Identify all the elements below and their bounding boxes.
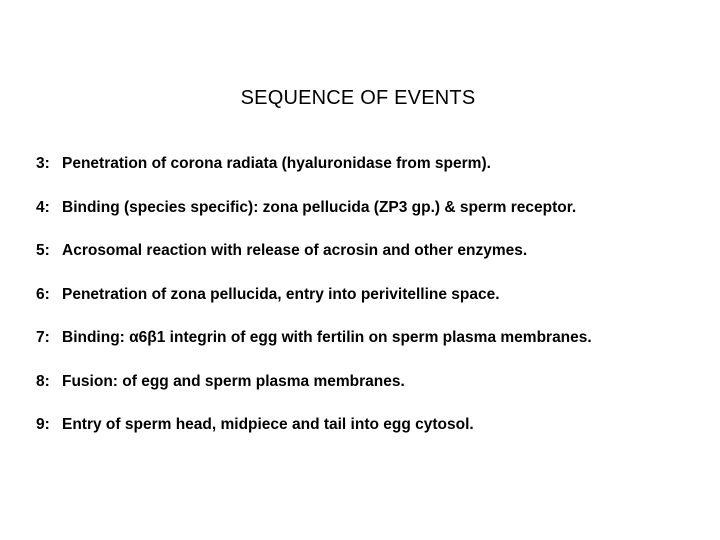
event-number: 8: [36,372,50,390]
event-item [36,241,712,261]
event-number: 9: [36,416,50,433]
event-text: Fusion: of egg and sperm plasma membranes. [62,372,405,390]
event-item [36,415,712,435]
event-item [36,285,712,305]
event-number: 5: [36,242,50,259]
event-text: Entry of sperm head, midpiece and tail into egg cytosol. [62,416,474,433]
event-text: Binding: α6β1 integrin of egg with fertilin on sperm plasma membranes. [62,329,592,346]
event-list [36,154,712,459]
event-number: 3: [36,155,50,172]
event-item [36,328,712,348]
event-text: Acrosomal reaction with release of acrosin and other enzymes. [62,242,528,259]
event-text: Binding (species specific): zona pellucida (ZP3 gp.) & sperm receptor. [62,198,577,216]
event-number: 7: [36,329,50,346]
event-number: 4: [36,198,50,216]
event-item [36,372,712,392]
slide-title: SEQUENCE OF EVENTS [240,87,476,109]
event-item [36,198,712,218]
event-number: 6: [36,285,50,303]
event-item [36,154,712,174]
event-text: Penetration of corona radiata (hyaluronidase from sperm). [62,155,491,172]
event-text: Penetration of zona pellucida, entry into perivitelline space. [62,285,500,303]
